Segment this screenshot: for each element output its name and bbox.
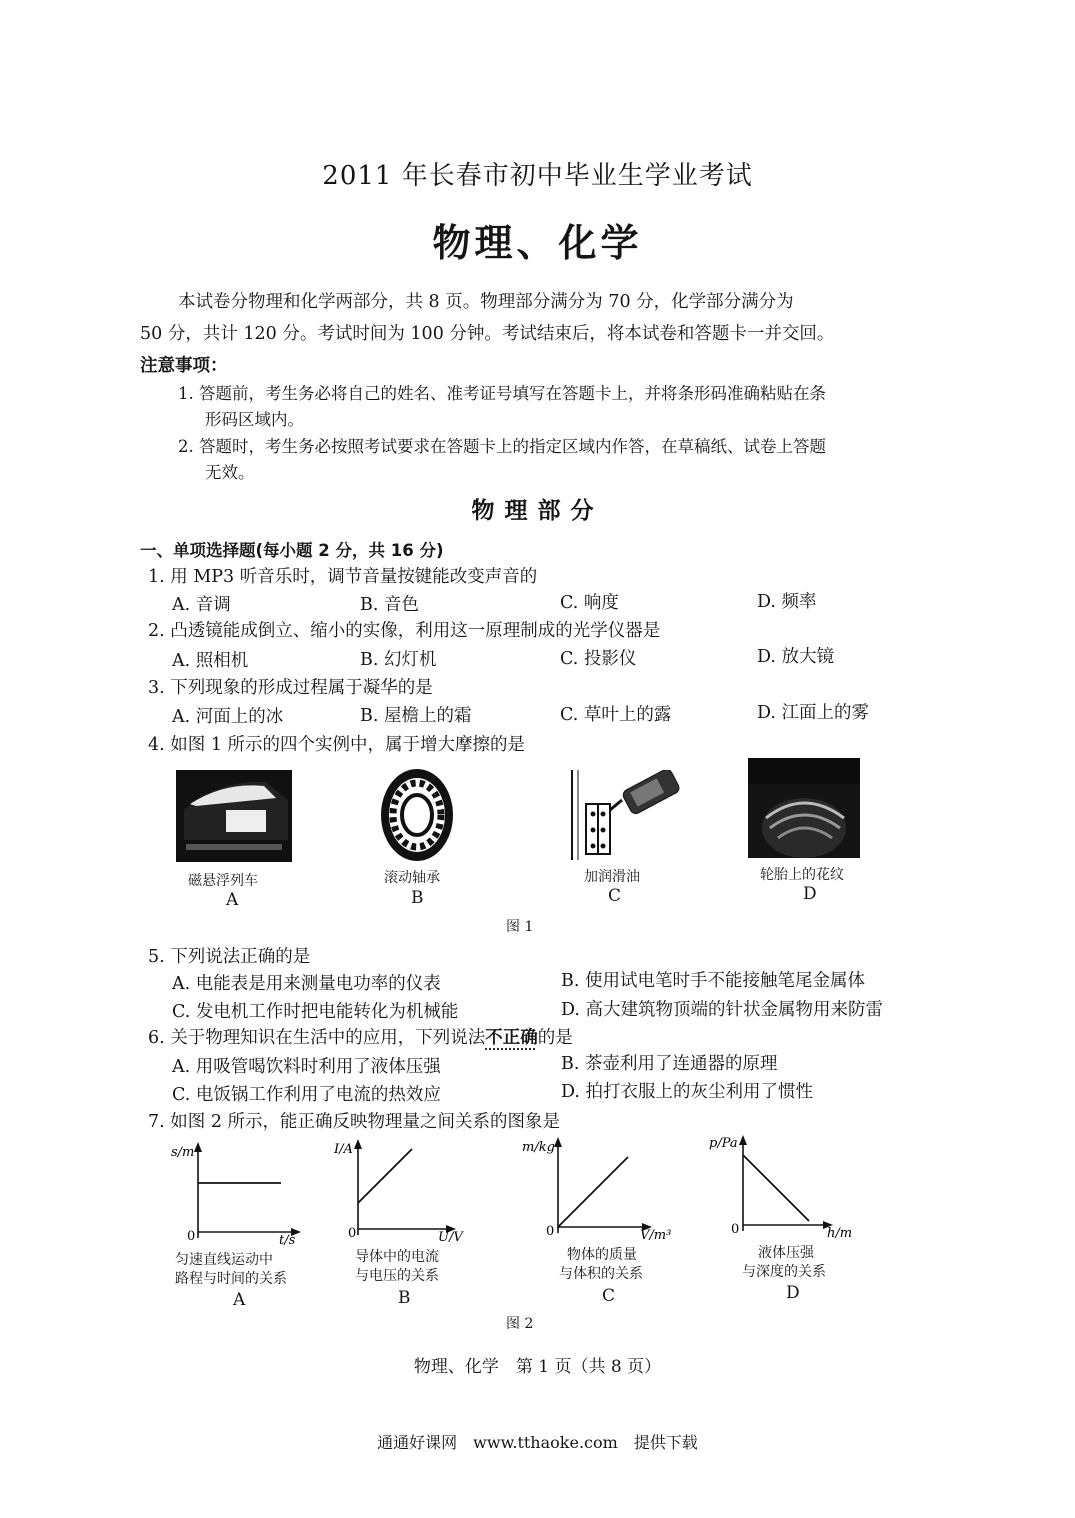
maglev-train-image — [176, 770, 292, 862]
q6-option-a: A. 用吸管喝饮料时利用了液体压强 — [172, 1057, 441, 1077]
note-1-line-1: 1. 答题前，考生务必将自己的姓名、准考证号填写在答题卡上，并将条形码准确粘贴在条 — [178, 384, 826, 403]
graph-d-caption-1: 液体压强 — [758, 1245, 814, 1261]
graph-c-caption-2: 与体积的关系 — [559, 1266, 643, 1282]
fig1-letter-a: A — [226, 890, 239, 910]
fig2-label: 图 2 — [506, 1316, 534, 1332]
graph-b-letter: B — [398, 1288, 411, 1308]
graph-a-letter: A — [233, 1290, 246, 1310]
q3-option-d: D. 江面上的雾 — [757, 703, 870, 723]
q5-option-b: B. 使用试电笔时手不能接触笔尾金属体 — [561, 971, 865, 991]
q5-option-c: C. 发电机工作时把电能转化为机械能 — [172, 1002, 459, 1022]
notes-heading: 注意事项： — [140, 356, 228, 376]
q3-option-b: B. 屋檐上的霜 — [360, 706, 472, 726]
q1-stem: 1. 用 MP3 听音乐时，调节音量按键能改变声音的 — [148, 567, 538, 587]
fig1-caption-a: 磁悬浮列车 — [188, 873, 258, 889]
q6-stem — [148, 1024, 573, 1049]
q3-option-a: A. 河面上的冰 — [172, 707, 284, 727]
graph-c-ylabel: m/kg — [522, 1140, 555, 1155]
source-line: 通通好课网 www.tthaoke.com 提供下载 — [377, 1433, 698, 1452]
lubricating-oil-image — [566, 770, 684, 862]
q2-option-d: D. 放大镜 — [757, 647, 835, 667]
graph-b-caption-1: 导体中的电流 — [355, 1249, 439, 1265]
q1-option-b: B. 音色 — [360, 595, 419, 615]
graph-b-xlabel: U/V — [438, 1230, 463, 1242]
q1-option-d: D. 频率 — [757, 592, 817, 612]
q6-option-d: D. 拍打衣服上的灰尘利用了惯性 — [561, 1082, 814, 1102]
graph-d — [705, 1133, 865, 1238]
section-title: 物理部分 — [471, 498, 604, 524]
fig1-caption-c: 加润滑油 — [584, 869, 640, 885]
graph-c-letter: C — [602, 1286, 616, 1306]
q2-option-a: A. 照相机 — [172, 651, 249, 671]
q2-option-b: B. 幻灯机 — [360, 650, 437, 670]
rolling-bearing-image — [378, 765, 456, 865]
intro-line-2: 50 分，共计 120 分。考试时间为 100 分钟。考试结束后，将本试卷和答题卡一并交回。 — [140, 324, 835, 344]
graph-b-origin: 0 — [348, 1226, 357, 1241]
graph-a-xlabel: t/s — [279, 1233, 296, 1245]
graph-a-caption-2: 路程与时间的关系 — [175, 1271, 287, 1287]
q1-option-a: A. 音调 — [172, 595, 231, 615]
q3-stem: 3. 下列现象的形成过程属于凝华的是 — [148, 678, 433, 698]
graph-b-ylabel: I/A — [334, 1142, 353, 1157]
graph-c-origin: 0 — [546, 1224, 555, 1239]
graph-d-letter: D — [786, 1283, 800, 1303]
graph-a-caption-1: 匀速直线运动中 — [175, 1252, 273, 1268]
q6-option-b: B. 茶壶利用了连通器的原理 — [561, 1054, 778, 1074]
subject-title: 物理、化学 — [432, 221, 643, 265]
q3-option-c: C. 草叶上的露 — [560, 705, 672, 725]
graph-c-line — [558, 1157, 628, 1227]
q5-option-a: A. 电能表是用来测量电功率的仪表 — [172, 974, 441, 994]
intro-line-1: 本试卷分物理和化学两部分，共 8 页。物理部分满分为 70 分，化学部分满分为 — [178, 292, 794, 312]
q5-stem: 5. 下列说法正确的是 — [148, 947, 311, 967]
q1-option-c: C. 响度 — [560, 593, 619, 613]
fig1-letter-d: D — [803, 884, 817, 904]
graph-b-caption-2: 与电压的关系 — [355, 1268, 439, 1284]
q2-option-c: C. 投影仪 — [560, 649, 637, 669]
q2-stem: 2. 凸透镜能成倒立、缩小的实像，利用这一原理制成的光学仪器是 — [148, 621, 661, 641]
graph-d-line — [743, 1155, 809, 1221]
fig1-label: 图 1 — [506, 919, 534, 935]
graph-c — [520, 1135, 675, 1240]
graph-d-xlabel: h/m — [827, 1226, 853, 1238]
graph-d-origin: 0 — [731, 1222, 740, 1237]
graph-a-ylabel: s/m — [171, 1145, 195, 1160]
q4-stem: 4. 如图 1 所示的四个实例中，属于增大摩擦的是 — [148, 735, 526, 755]
note-1-line-2: 形码区域内。 — [205, 410, 304, 429]
fig1-caption-d: 轮胎上的花纹 — [760, 867, 844, 883]
graph-c-caption-1: 物体的质量 — [567, 1247, 637, 1263]
fig1-letter-b: B — [411, 888, 424, 908]
graph-d-ylabel: p/Pa — [709, 1136, 738, 1151]
page-info: 物理、化学 第 1 页（共 8 页） — [413, 1357, 662, 1377]
note-2-line-2: 无效。 — [205, 463, 255, 482]
note-2-line-1: 2. 答题时，考生务必按照考试要求在答题卡上的指定区域内作答，在草稿纸、试卷上答题 — [178, 437, 826, 456]
graph-c-xlabel: V/m³ — [640, 1228, 672, 1240]
graph-b-line — [358, 1149, 412, 1203]
exam-title: 2011 年长春市初中毕业生学业考试 — [322, 161, 753, 191]
q5-option-d: D. 高大建筑物顶端的针状金属物用来防雷 — [561, 1000, 884, 1020]
q7-stem: 7. 如图 2 所示，能正确反映物理量之间关系的图象是 — [148, 1112, 561, 1132]
q6-stem-pre: 6. 关于物理知识在生活中的应用，下列说法 — [148, 1028, 486, 1048]
graph-b — [330, 1137, 480, 1242]
graph-a — [165, 1140, 305, 1245]
q6-stem-emphasis: 不正确 — [485, 1028, 538, 1048]
part1-heading: 一、单项选择题(每小题 2 分，共 16 分) — [140, 541, 444, 560]
graph-d-caption-2: 与深度的关系 — [742, 1264, 826, 1280]
tire-tread-image — [748, 758, 860, 858]
graph-a-origin: 0 — [187, 1229, 196, 1244]
q6-stem-post: 的是 — [537, 1028, 573, 1048]
fig1-letter-c: C — [608, 886, 622, 906]
q6-option-c: C. 电饭锅工作利用了电流的热效应 — [172, 1085, 441, 1105]
fig1-caption-b: 滚动轴承 — [384, 870, 440, 886]
